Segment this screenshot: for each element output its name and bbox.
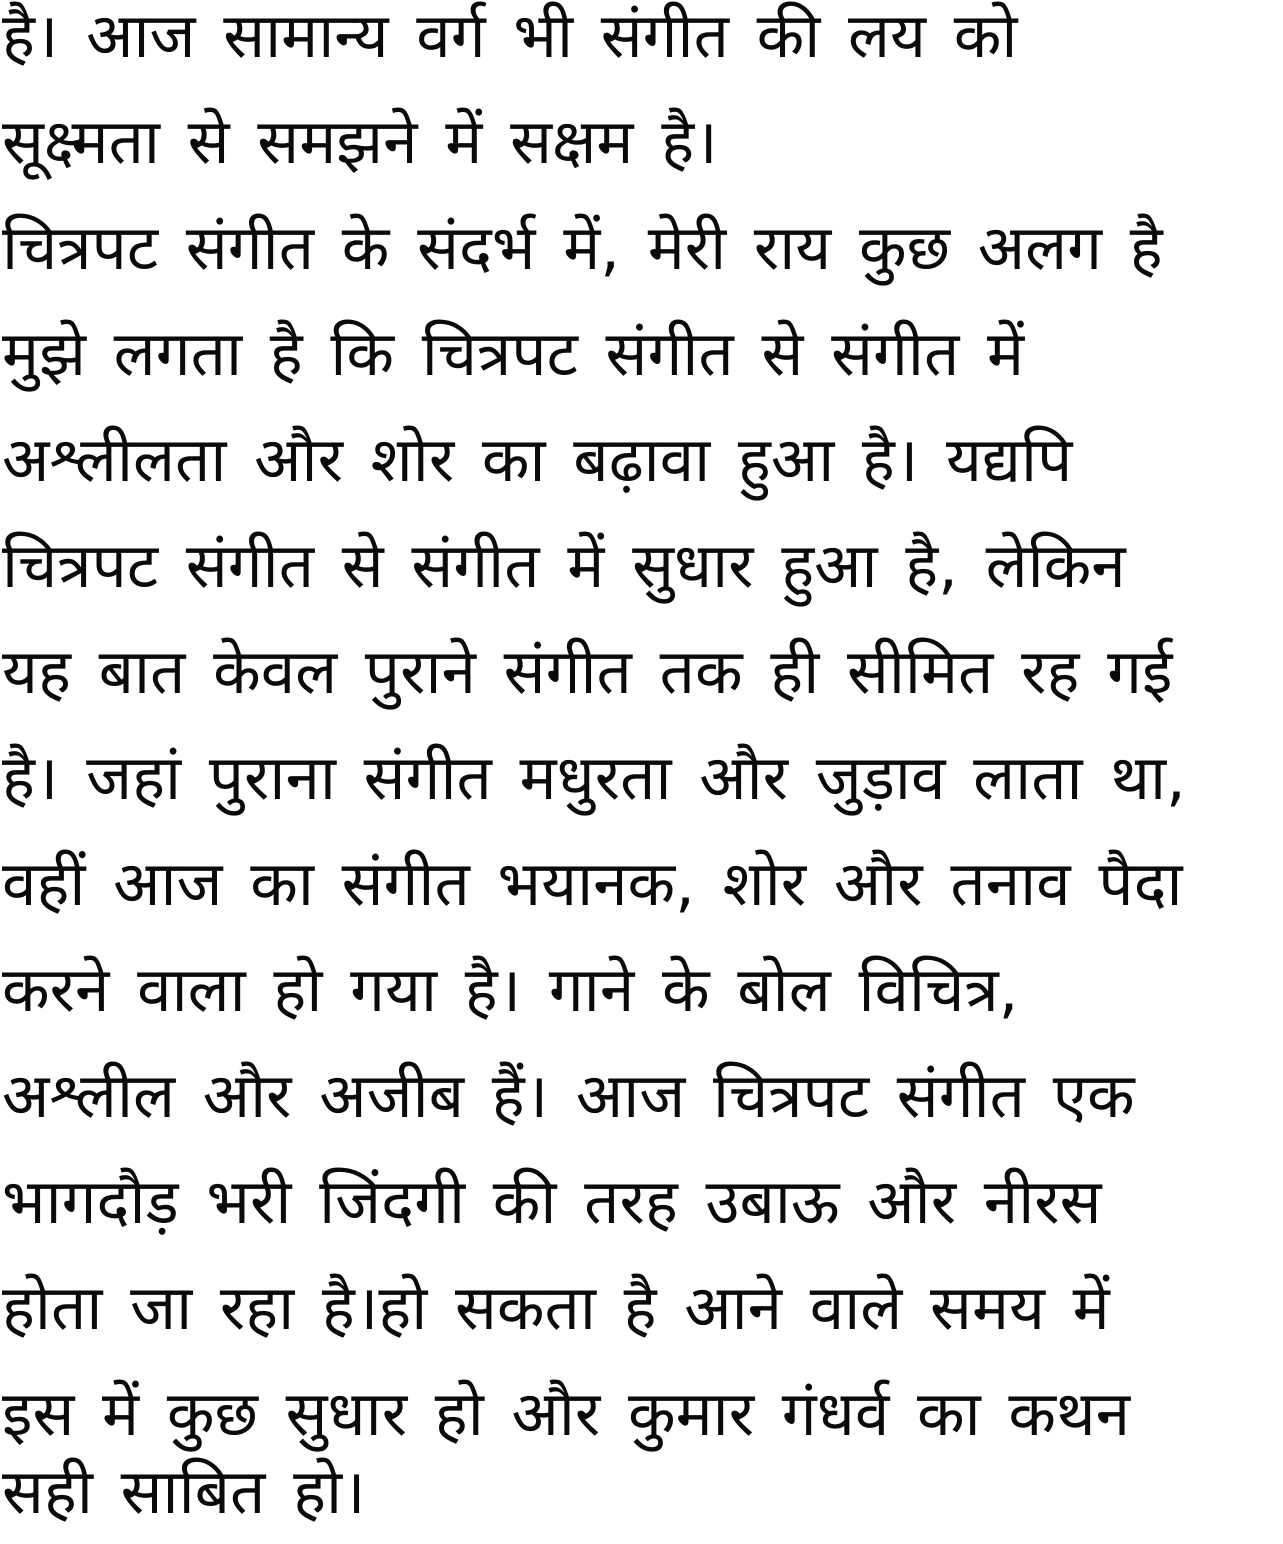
text-line: मुझे लगता है कि चित्रपट संगीत से संगीत में [2, 317, 1025, 390]
text-line: है। जहां पुराना संगीत मधुरता और जुड़ाव लाता था, [2, 741, 1186, 814]
text-line: अश्लीलता और शोर का बढ़ावा हुआ है। यद्यपि [2, 423, 1073, 496]
text-line: सूक्ष्मता से समझने में सक्षम है। [2, 105, 718, 178]
text-line: भागदौड़ भरी जिंदगी की तरह उबाऊ और नीरस [2, 1165, 1102, 1238]
text-line: अश्लील और अजीब हैं। आज चित्रपट संगीत एक [2, 1059, 1135, 1132]
text-line: होता जा रहा है।हो सकता है आने वाले समय में [2, 1271, 1110, 1344]
text-line: चित्रपट संगीत के संदर्भ में, मेरी राय कुछ अलग है [2, 211, 1163, 284]
text-line: इस में कुछ सुधार हो और कुमार गंधर्व का कथन [2, 1377, 1131, 1450]
text-line: है। आज सामान्य वर्ग भी संगीत की लय को [2, 0, 1018, 72]
text-line: चित्रपट संगीत से संगीत में सुधार हुआ है, लेकिन [2, 529, 1126, 602]
text-line: सही साबित हो। [2, 1455, 366, 1528]
text-line: यह बात केवल पुराने संगीत तक ही सीमित रह गई [2, 635, 1173, 708]
text-line: करने वाला हो गया है। गाने के बोल विचित्र, [2, 953, 1019, 1026]
text-line: वहीं आज का संगीत भयानक, शोर और तनाव पैदा [2, 847, 1183, 920]
